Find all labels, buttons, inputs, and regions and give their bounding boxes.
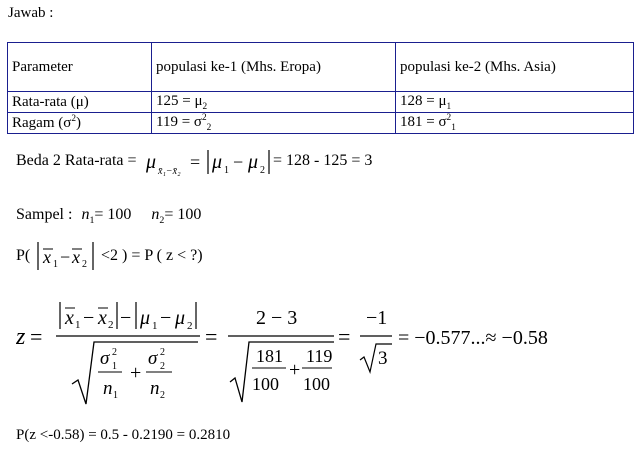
cell-mean-pop1: $125 = \mu_2$ bbox=[152, 92, 396, 113]
svg-text:=: = bbox=[205, 324, 218, 349]
z-numerator-2: −1 bbox=[366, 307, 388, 329]
svg-text:−: − bbox=[120, 307, 132, 329]
z-den-c: 119 bbox=[306, 346, 333, 366]
z-score-formula bbox=[16, 292, 636, 410]
mean-difference-label: Beda 2 Rata-rata = bbox=[16, 152, 137, 169]
svg-text:1: 1 bbox=[152, 320, 158, 332]
svg-text:x: x bbox=[72, 247, 80, 267]
table-row bbox=[8, 113, 634, 134]
sample-line: Sampel : $n_1= 100$ $n_2= 100$ bbox=[16, 206, 202, 227]
z-result: = −0.577...≈ −0.58 bbox=[398, 327, 548, 349]
probability-lead: P( bbox=[16, 247, 31, 264]
z-den-2: 3 bbox=[378, 348, 388, 369]
svg-text:−: − bbox=[83, 307, 95, 329]
final-probability: P(z <-0.58) = 0.5 - 0.2190 = 0.2810 bbox=[16, 427, 231, 443]
table-header-row bbox=[8, 43, 634, 92]
svg-text:2: 2 bbox=[160, 361, 165, 372]
svg-text:1: 1 bbox=[224, 165, 229, 176]
svg-text:=: = bbox=[30, 324, 43, 349]
cell-variance-pop2: $181 = \sigma^2_1$ bbox=[396, 113, 634, 134]
cell-mean-label: Rata-rata (μ) bbox=[8, 92, 152, 113]
svg-text:x̄₁−x̄₂: x̄₁−x̄₂ bbox=[158, 166, 181, 177]
svg-text:2: 2 bbox=[160, 347, 165, 358]
mean-difference-line bbox=[16, 152, 137, 170]
svg-text:2: 2 bbox=[112, 347, 117, 358]
svg-text:1: 1 bbox=[75, 319, 81, 331]
svg-text:1: 1 bbox=[113, 390, 118, 401]
svg-text:x: x bbox=[65, 307, 74, 329]
svg-text:=: = bbox=[190, 152, 201, 172]
svg-text:σ: σ bbox=[100, 348, 110, 369]
svg-text:2: 2 bbox=[82, 259, 87, 270]
svg-text:n: n bbox=[103, 378, 113, 399]
sample-label: Sampel : bbox=[16, 206, 73, 223]
mean-difference-result: = 128 - 125 = 3 bbox=[273, 152, 373, 169]
svg-text:n: n bbox=[150, 378, 160, 399]
z-den-d: 100 bbox=[303, 374, 330, 394]
sample-n1: = 100 bbox=[94, 206, 132, 223]
svg-text:x: x bbox=[98, 307, 107, 329]
svg-text:2: 2 bbox=[260, 165, 265, 176]
cell-variance-label: Ragam $(\sigma^2)$ bbox=[8, 113, 152, 134]
svg-text:μ: μ bbox=[140, 307, 151, 329]
cell-variance-pop1: $119 = \sigma^2_2$ bbox=[152, 113, 396, 134]
svg-text:2: 2 bbox=[187, 320, 193, 332]
svg-text:μ: μ bbox=[212, 151, 223, 173]
svg-text:μ: μ bbox=[146, 151, 157, 173]
table-row bbox=[8, 92, 634, 113]
svg-text:2: 2 bbox=[160, 390, 165, 401]
svg-text:−: − bbox=[160, 307, 172, 329]
probability-tail: <2 ) = P ( z < ?) bbox=[101, 247, 203, 264]
svg-text:z: z bbox=[16, 324, 26, 350]
answer-heading: Jawab : bbox=[8, 5, 54, 21]
z-den-a: 181 bbox=[256, 346, 283, 366]
svg-text:x: x bbox=[43, 247, 51, 267]
svg-text:1: 1 bbox=[53, 259, 58, 270]
svg-text:+: + bbox=[289, 359, 301, 381]
abs-difference-symbol bbox=[35, 238, 105, 274]
header-population-1: populasi ke-1 (Mhs. Eropa) bbox=[152, 43, 396, 92]
svg-text:+: + bbox=[130, 362, 142, 384]
header-population-2: populasi ke-2 (Mhs. Asia) bbox=[396, 43, 634, 92]
svg-text:=: = bbox=[338, 324, 351, 349]
svg-text:1: 1 bbox=[112, 361, 117, 372]
parameter-table bbox=[7, 42, 634, 134]
z-numerator: 2 − 3 bbox=[256, 307, 298, 329]
svg-text:−: − bbox=[233, 152, 244, 172]
svg-text:μ: μ bbox=[175, 307, 186, 329]
sample-n2: = 100 bbox=[164, 206, 202, 223]
svg-text:μ: μ bbox=[248, 151, 259, 173]
z-den-b: 100 bbox=[252, 374, 279, 394]
header-parameter: Parameter bbox=[8, 43, 152, 92]
cell-mean-pop2: $128 = \mu_1$ bbox=[396, 92, 634, 113]
svg-text:−: − bbox=[60, 247, 71, 267]
svg-text:2: 2 bbox=[108, 319, 114, 331]
svg-text:σ: σ bbox=[148, 348, 158, 369]
